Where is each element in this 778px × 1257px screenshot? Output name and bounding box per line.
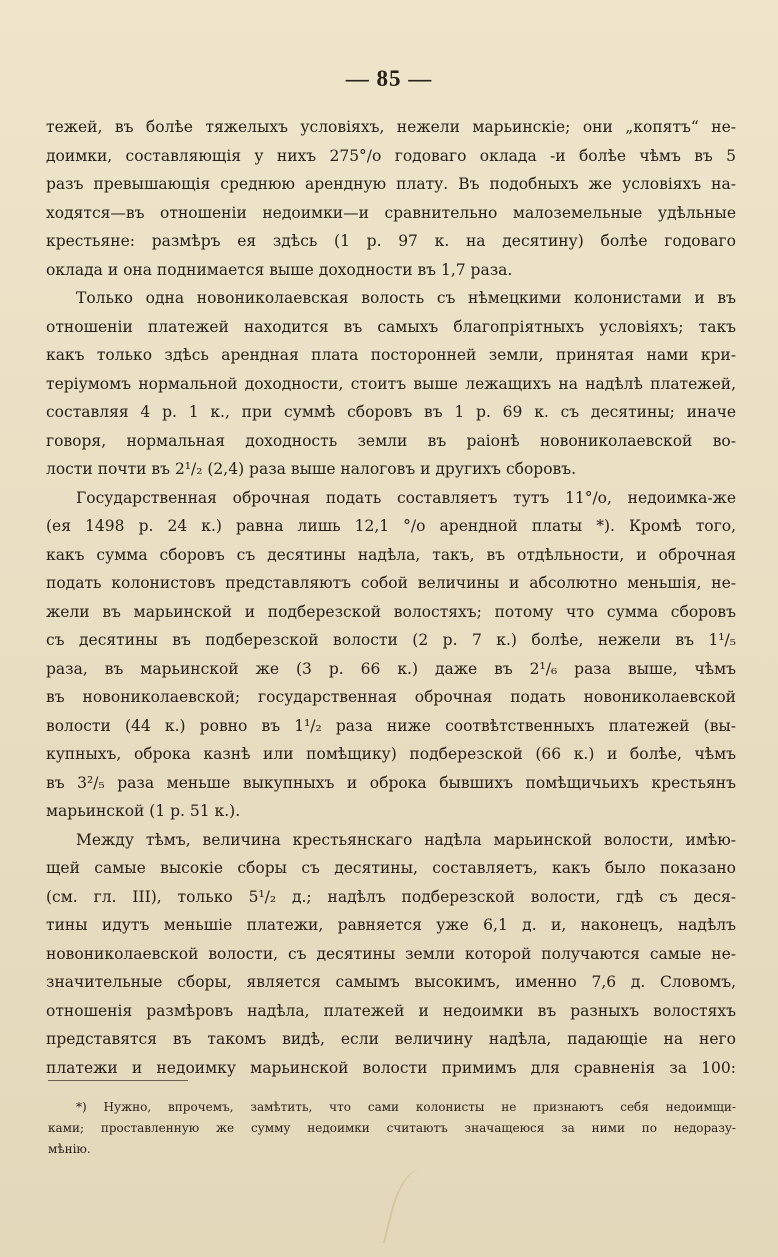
text-line: лости почти въ 2¹/₂ (2,4) раза выше налоговъ и другихъ сборовъ.	[46, 460, 577, 478]
text-line: платежи и недоимку марьинской волости примимъ для сравненія за 100:	[46, 1058, 736, 1077]
text-line: раза, въ марьинской же (3 р. 66 к.) даже въ 2¹/₆ раза выше, чѣмъ	[46, 659, 736, 678]
text-line: разъ превышающія среднюю арендную плату. Въ подобныхъ же условіяхъ на-	[46, 175, 736, 193]
body-text	[46, 113, 736, 1082]
text-line: марьинской (1 р. 51 к.).	[46, 802, 241, 820]
text-line: въ 3²/₅ раза меньше выкупныхъ и оброка бывшихъ помѣщичьихъ крестьянъ	[46, 773, 736, 792]
text-line: ходятся—въ отношеніи недоимки—и сравнительно малоземельные удѣльные	[46, 203, 736, 222]
footnote-line: *) Нужно, впрочемъ, замѣтить, что сами колонисты не признаютъ себя недоимщи-	[76, 1100, 736, 1114]
text-line: какъ только здѣсь арендная плата посторонней земли, принятая нами кри-	[46, 346, 736, 364]
text-line: составляя 4 р. 1 к., при суммѣ сборовъ въ 1 р. 69 к. съ десятины; иначе	[46, 403, 736, 421]
text-line: какъ сумма сборовъ съ десятины надѣла, такъ, въ отдѣльности, и оброчная	[46, 545, 736, 564]
text-line: крестьяне: размѣръ ея здѣсь (1 р. 97 к. на десятину) болѣе годоваго	[46, 232, 736, 250]
footnote-line: мѣнію.	[48, 1142, 91, 1156]
text-line: купныхъ, оброка казнѣ или помѣщику) подберезской (66 к.) и болѣе, чѣмъ	[46, 745, 736, 763]
text-line: доимки, составляющія у нихъ 275°/о годоваго оклада -и болѣе чѣмъ въ 5	[46, 146, 736, 165]
text-line: волости (44 к.) ровно въ 1¹/₂ раза ниже соотвѣтственныхъ платежей (вы-	[46, 716, 736, 735]
text-line: жели въ марьинской и подберезской волостяхъ; потому что сумма сборовъ	[46, 602, 736, 621]
text-line: Государственная оброчная подать составляетъ тутъ 11°/о, недоимка-же	[76, 488, 736, 507]
text-line: отношеніи платежей находится въ самыхъ благопріятныхъ условіяхъ; такъ	[46, 317, 736, 336]
text-line: новониколаевской волости, съ десятины земли которой получаются самые не-	[46, 944, 736, 963]
text-line: теріумомъ нормальной доходности, стоитъ выше лежащихъ на надѣлѣ платежей,	[46, 374, 736, 393]
text-line: (см. гл. III), только 5¹/₂ д.; надѣлъ подберезской волости, гдѣ съ деся-	[46, 887, 736, 906]
text-line: Между тѣмъ, величина крестьянскаго надѣла марьинской волости, имѣю-	[76, 830, 736, 849]
text-line: (ея 1498 р. 24 к.) равна лишь 12,1 °/о арендной платы *). Кромѣ того,	[46, 517, 736, 535]
text-line: тины идутъ меньшіе платежи, равняется уже 6,1 д. и, наконецъ, надѣлъ	[46, 916, 736, 934]
text-line: значительные сборы, является самымъ высокимъ, именно 7,6 д. Словомъ,	[46, 973, 736, 991]
text-line: Только одна новониколаевская волость съ нѣмецкими колонистами и въ	[76, 289, 736, 307]
text-line: щей самые высокіе сборы съ десятины, составляетъ, какъ было показано	[46, 859, 736, 877]
text-line: оклада и она поднимается выше доходности въ 1,7 раза.	[46, 260, 513, 279]
text-line: подать колонистовъ представляютъ собой величины и абсолютно меньшія, не-	[46, 574, 736, 592]
text-line: говоря, нормальная доходность земли въ раіонѣ новониколаевской во-	[46, 431, 736, 450]
text-line: отношенія размѣровъ надѣла, платежей и недоимки въ разныхъ волостяхъ	[46, 1001, 736, 1020]
text-line: въ новониколаевской; государственная оброчная подать новониколаевской	[46, 688, 736, 706]
text-line: представятся въ такомъ видѣ, если величину надѣла, падающіе на него	[46, 1030, 736, 1048]
footnote	[48, 1097, 736, 1160]
footnote-divider	[48, 1080, 188, 1081]
page-number: — 85 —	[345, 66, 433, 91]
footnote-line: ками; проставленную же сумму недоимки считаютъ значащеюся за ними по недоразу-	[48, 1121, 736, 1135]
text-line: тежей, въ болѣе тяжелыхъ условіяхъ, нежели марьинскіе; они „копятъ“ не-	[46, 118, 736, 136]
text-line: съ десятины въ подберезской волости (2 р. 7 к.) болѣе, нежели въ 1¹/₅	[46, 631, 736, 649]
paper-stain	[383, 1165, 433, 1250]
